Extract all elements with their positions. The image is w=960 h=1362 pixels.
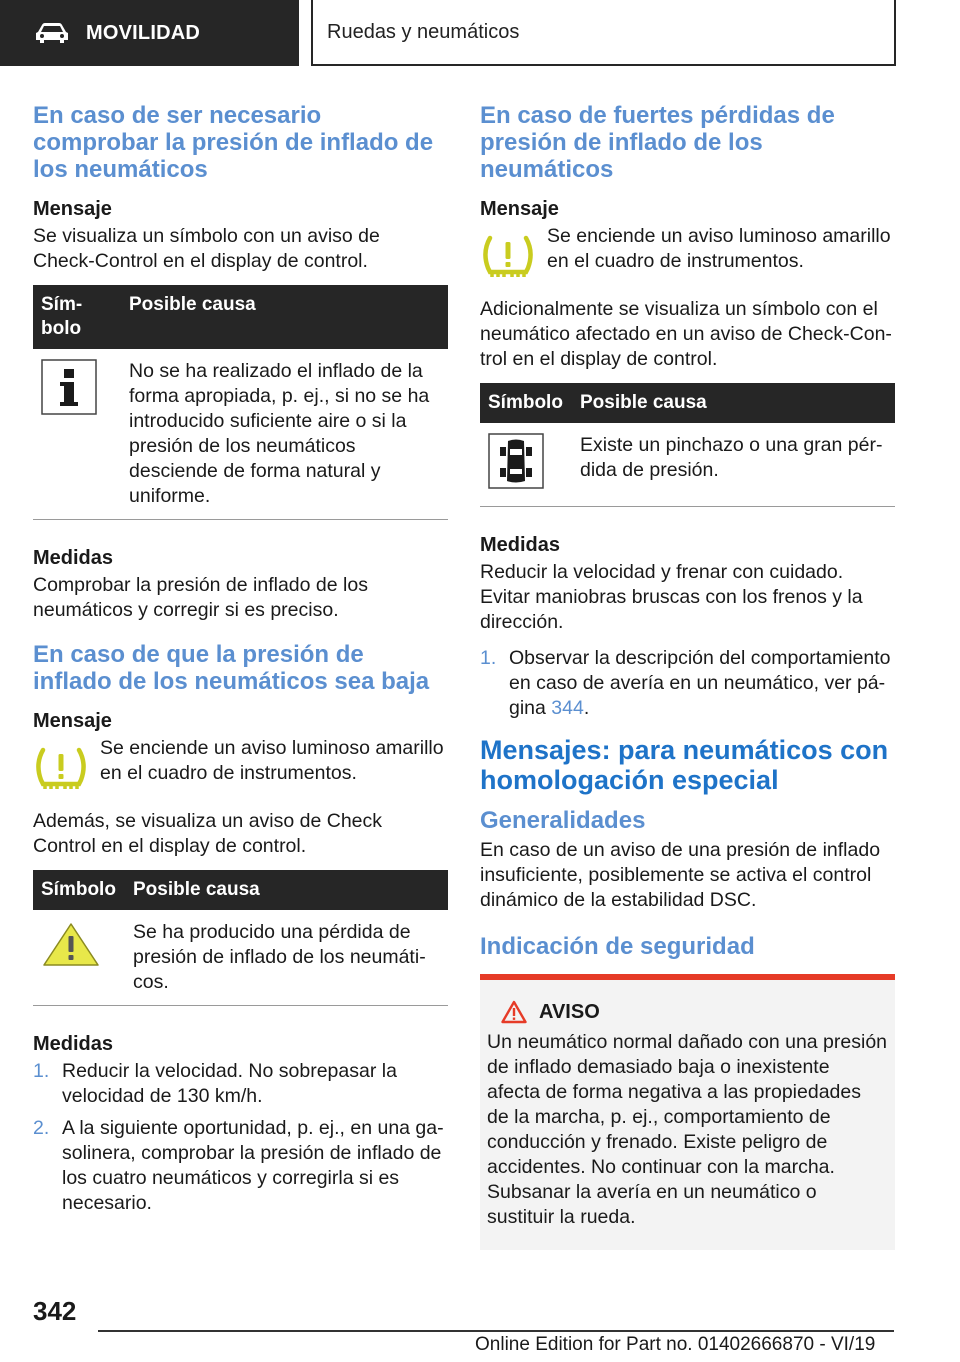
- symbol-table: [33, 285, 448, 520]
- page-header: [0, 0, 960, 66]
- symbol-cell: [480, 423, 572, 507]
- subheading-mensaje: Mensaje: [33, 710, 112, 732]
- steps-list: [33, 1059, 448, 1216]
- symbol-cell: [33, 349, 121, 520]
- section-title-safety: Indicación de seguridad: [480, 933, 755, 960]
- car-top-view-icon: [488, 433, 544, 489]
- paragraph: En caso de un aviso de una presión de inflado insuficiente, posiblemente se activa el control dinámico de la estabilidad DSC.: [480, 839, 881, 911]
- table-header-symbol: Símbolo: [33, 285, 121, 349]
- subheading-mensaje: Mensaje: [33, 198, 112, 220]
- cause-cell: Se ha producido una pérdida de presión de inflado de los neumáticos.: [125, 910, 448, 1006]
- paragraph: Además, se visualiza un aviso de Check Control en el display de control.: [33, 810, 383, 857]
- subheading-mensaje: Mensaje: [480, 198, 559, 220]
- right-column: [480, 96, 895, 1250]
- table-row: [33, 349, 448, 520]
- footer-divider: [98, 1330, 894, 1332]
- warning-triangle-icon: [501, 1000, 527, 1024]
- message-row: [33, 736, 448, 797]
- page-link[interactable]: 344: [551, 697, 584, 719]
- symbol-table: [33, 870, 448, 1006]
- chapter-title: Ruedas y neumáticos: [311, 0, 896, 66]
- warning-title: AVISO: [539, 1000, 600, 1023]
- subheading-medidas: Medidas: [33, 1033, 114, 1055]
- message-text: Se enciende un aviso luminoso amarillo en el cuadro de instrumentos.: [100, 737, 444, 784]
- cause-cell: Existe un pinchazo o una gran pérdida de presión.: [572, 423, 895, 507]
- info-icon: [41, 359, 97, 415]
- warning-triangle-icon: [41, 920, 101, 968]
- section-title-check-pressure: En caso de ser necesario comprobar la presión de inflado de los neumáticos: [33, 102, 434, 183]
- subsection-title-generalidades: Generalidades: [480, 807, 646, 834]
- tire-pressure-warning-icon: [480, 234, 536, 280]
- table-header-symbol: Símbolo: [33, 870, 125, 910]
- left-column: [33, 96, 448, 1228]
- table-header-symbol: Símbolo: [480, 383, 572, 423]
- section-tab: [0, 0, 299, 66]
- subheading-medidas: Medidas: [480, 534, 561, 556]
- message-text: Se enciende un aviso luminoso amarillo en el cuadro de instrumentos.: [547, 225, 891, 272]
- message-row: [480, 224, 895, 285]
- table-row: [33, 910, 448, 1006]
- tire-pressure-warning-icon: [33, 746, 89, 792]
- section-title-strong-loss: En caso de fuertes pérdidas de presión de inflado de los neumáticos: [480, 102, 835, 183]
- cause-cell: No se ha realizado el inflado de la forma apropiada, p. ej., si no se ha introducido suficiente aire o si la presión de los neumáticos desciende de forma natural y uniforme.: [121, 349, 448, 520]
- table-header-cause: Posible causa: [125, 870, 448, 910]
- paragraph: Se visualiza un símbolo con un aviso de Check-Control en el display de control.: [33, 225, 380, 272]
- symbol-table: [480, 383, 895, 507]
- section-tab-label: MOVILIDAD: [86, 21, 201, 44]
- section-title-special-tires: Mensajes: para neumáticos con homologación especial: [480, 735, 889, 795]
- page-number: 342: [33, 1296, 77, 1326]
- table-header-cause: Posible causa: [572, 383, 895, 423]
- symbol-cell: [33, 910, 125, 1006]
- steps-list: [480, 646, 895, 721]
- warning-text: Un neumático normal dañado con una presión de inflado demasiado baja o inexistente afecta de forma negativa a las propiedades de la marcha, p. ej., comportamiento de conducción y frenado. Existe peligro de accidentes. No continuar con la marcha. Subsanar la avería en un neumático o sustituir la rueda.: [487, 1031, 888, 1228]
- paragraph: Reducir la velocidad y frenar con cuidado. Evitar maniobras bruscas con los frenos y la dirección.: [480, 561, 863, 633]
- paragraph: Comprobar la presión de inflado de los neumáticos y corregir si es preciso.: [33, 574, 368, 621]
- list-item: 1. Reducir la velocidad. No sobrepasar la velocidad de 130 km/h.: [33, 1060, 397, 1107]
- edition-note: Online Edition for Part no. 01402666870 - VI/19: [475, 1334, 876, 1355]
- list-item: 1. Observar la descripción del comportamiento en caso de avería en un neumático, ver página 344.: [480, 647, 891, 719]
- table-header-cause: Posible causa: [121, 285, 448, 349]
- list-item: 2. A la siguiente oportunidad, p. ej., en una gasolinera, comprobar la presión de inflado de los cuatro neumáticos y corregirla si es necesario.: [33, 1117, 444, 1214]
- car-icon: [34, 21, 70, 45]
- paragraph: Adicionalmente se visualiza un símbolo con el neumático afectado en un aviso de Check-Control en el display de control.: [480, 298, 892, 370]
- table-row: [480, 423, 895, 507]
- section-title-low-pressure: En caso de que la presión de inflado de los neumáticos sea baja: [33, 641, 430, 695]
- warning-box: [480, 974, 895, 1250]
- subheading-medidas: Medidas: [33, 547, 114, 569]
